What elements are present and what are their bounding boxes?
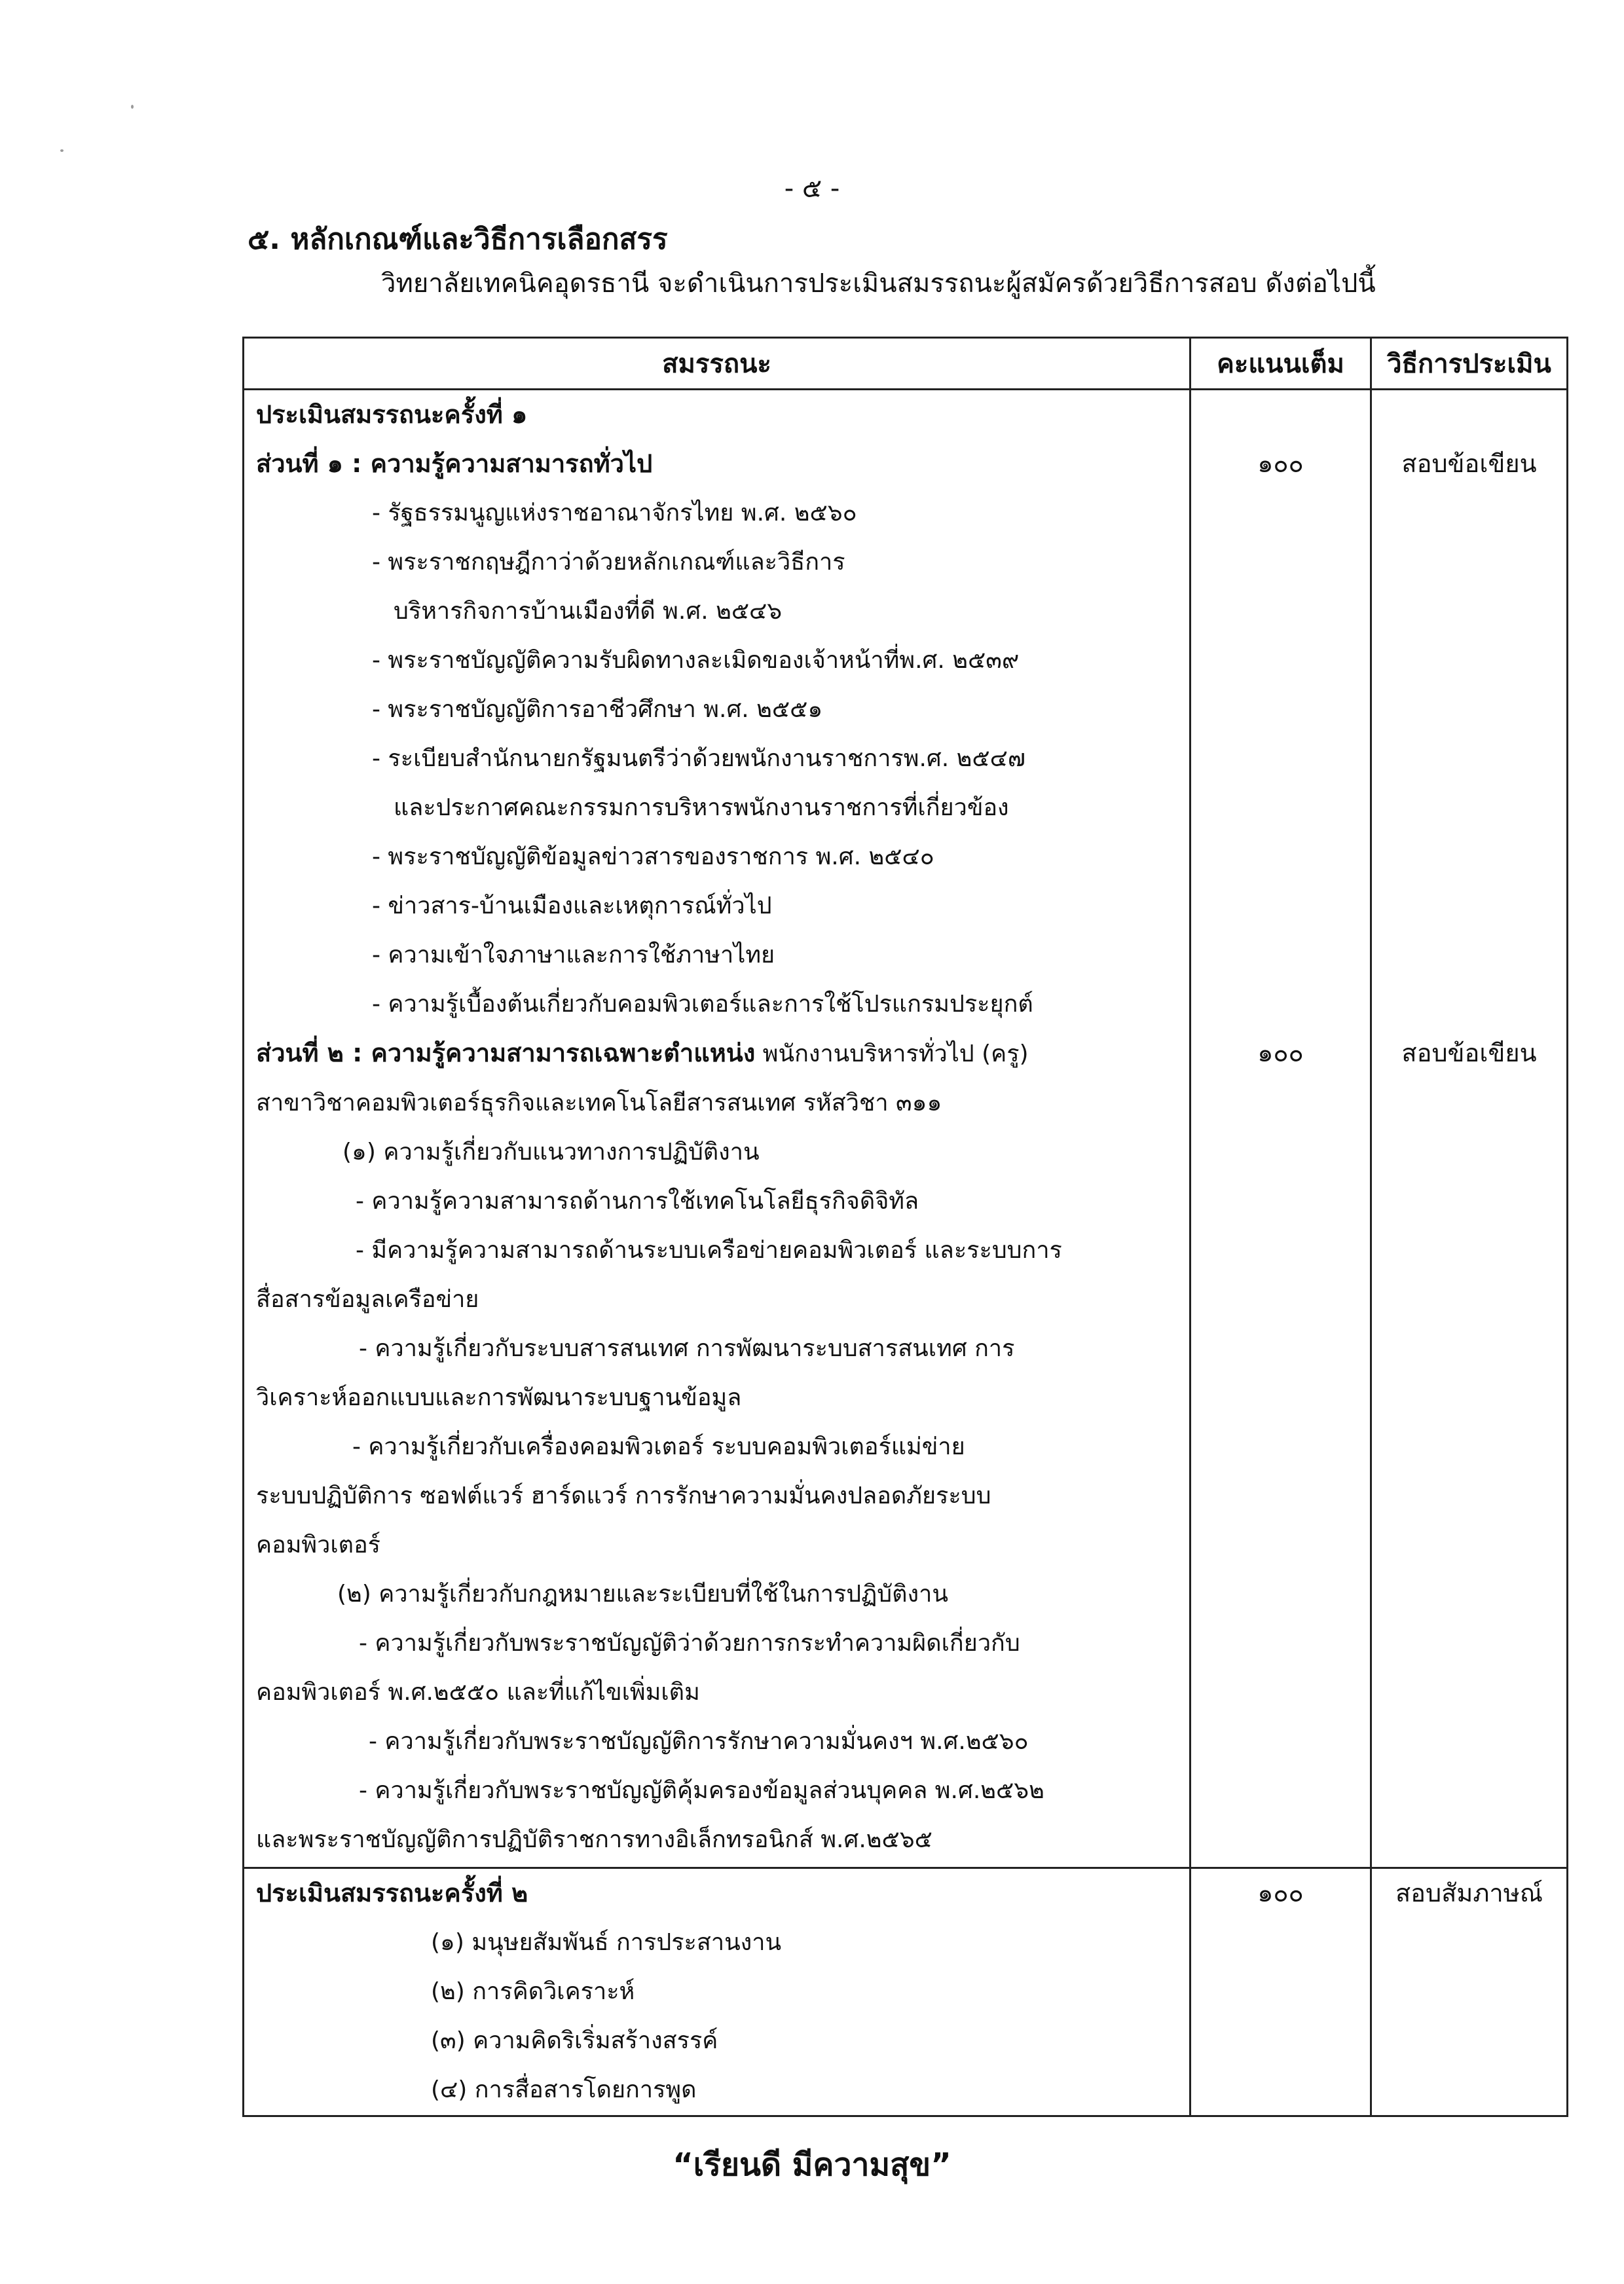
round2-competencies bbox=[244, 1868, 1190, 2116]
list-item: บริหารกิจการบ้านเมืองที่ดี พ.ศ. ๒๕๔๖ bbox=[394, 598, 783, 625]
footer-motto: “เรียนดี มีความสุข” bbox=[673, 2146, 951, 2183]
part2-title-line bbox=[244, 1029, 1189, 1078]
part1-method: สอบข้อเขียน bbox=[1401, 449, 1537, 478]
part1-title: ส่วนที่ ๑ : ความรู้ความสามารถทั่วไป bbox=[256, 449, 653, 478]
list-item-continuation: คอมพิวเตอร์ พ.ศ.๒๕๕๐ และที่แก้ไขเพิ่มเติม bbox=[256, 1679, 700, 1706]
round1-methods bbox=[1371, 390, 1568, 1868]
part2-subject: สาขาวิชาคอมพิวเตอร์ธุรกิจและเทคโนโลยีสารสนเทศ รหัสวิชา ๓๑๑ bbox=[256, 1090, 942, 1116]
round2-method: สอบสัมภาษณ์ bbox=[1395, 1879, 1543, 1907]
round1-title: ประเมินสมรรถนะครั้งที่ ๑ bbox=[256, 400, 528, 429]
section-heading: ๕. หลักเกณฑ์และวิธีการเลือกสรร bbox=[248, 223, 668, 256]
list-item: - ระเบียบสำนักนายกรัฐมนตรีว่าด้วยพนักงานราชการพ.ศ. ๒๕๔๗ bbox=[372, 745, 1025, 772]
list-item: (๑) มนุษยสัมพันธ์ การประสานงาน bbox=[431, 1929, 782, 1956]
header-method: วิธีการประเมิน bbox=[1371, 338, 1568, 390]
part2-position: พนักงานบริหารทั่วไป (ครู) bbox=[755, 1041, 1029, 1067]
table-header-row bbox=[244, 338, 1568, 390]
header-full-score: คะแนนเต็ม bbox=[1190, 338, 1371, 390]
list-item-continuation: สื่อสารข้อมูลเครือข่าย bbox=[256, 1286, 479, 1313]
list-item: - ความเข้าใจภาษาและการใช้ภาษาไทย bbox=[372, 942, 775, 968]
list-item: - พระราชบัญญัติความรับผิดทางละเมิดของเจ้าหน้าที่พ.ศ. ๒๕๓๙ bbox=[372, 647, 1020, 674]
group1-title: (๑) ความรู้เกี่ยวกับแนวทางการปฏิบัติงาน bbox=[342, 1139, 760, 1166]
page-number: - ๕ - bbox=[784, 174, 840, 204]
round2-method-cell bbox=[1371, 1868, 1568, 2116]
list-item: (๓) ความคิดริเริ่มสร้างสรรค์ bbox=[431, 2027, 718, 2054]
list-item: - ความรู้เกี่ยวกับพระราชบัญญัติคุ้มครองข้อมูลส่วนบุคคล พ.ศ.๒๕๖๒ bbox=[359, 1777, 1044, 1804]
list-item: และประกาศคณะกรรมการบริหารพนักงานราชการที่เกี่ยวข้อง bbox=[394, 794, 1009, 821]
scan-speck bbox=[60, 149, 64, 152]
list-item: - พระราชบัญญัติการอาชีวศึกษา พ.ศ. ๒๕๕๑ bbox=[372, 696, 823, 723]
scan-speck bbox=[131, 105, 134, 109]
list-item: - ความรู้ความสามารถด้านการใช้เทคโนโลยีธุรกิจดิจิทัล bbox=[356, 1188, 919, 1215]
competency-table bbox=[242, 337, 1568, 2117]
list-item: - ความรู้เกี่ยวกับระบบสารสนเทศ การพัฒนาระบบสารสนเทศ การ bbox=[359, 1335, 1015, 1362]
list-item: - พระราชบัญญัติข้อมูลข่าวสารของราชการ พ.ศ. ๒๕๔๐ bbox=[372, 843, 934, 870]
part1-score: ๑๐๐ bbox=[1257, 449, 1304, 478]
round1-competencies bbox=[244, 390, 1190, 1868]
list-item: - ความรู้เกี่ยวกับเครื่องคอมพิวเตอร์ ระบบคอมพิวเตอร์แม่ข่าย bbox=[352, 1433, 965, 1460]
group2-title: (๒) ความรู้เกี่ยวกับกฎหมายและระเบียบที่ใช้ในการปฏิบัติงาน bbox=[337, 1581, 948, 1608]
list-item: (๔) การสื่อสารโดยการพูด bbox=[431, 2076, 697, 2103]
round2-title: ประเมินสมรรถนะครั้งที่ ๒ bbox=[256, 1879, 528, 1907]
table-row-round2 bbox=[244, 1868, 1568, 2116]
list-item-continuation: ระบบปฏิบัติการ ซอฟต์แวร์ ฮาร์ดแวร์ การรักษาความมั่นคงปลอดภัยระบบ bbox=[256, 1483, 991, 1509]
list-item: - ความรู้เกี่ยวกับพระราชบัญญัติว่าด้วยการกระทำความผิดเกี่ยวกับ bbox=[359, 1630, 1020, 1657]
round2-score-cell bbox=[1190, 1868, 1371, 2116]
part2-method: สอบข้อเขียน bbox=[1401, 1039, 1537, 1067]
list-item: - ความรู้เบื้องต้นเกี่ยวกับคอมพิวเตอร์และการใช้โปรแกรมประยุกต์ bbox=[372, 991, 1033, 1018]
round1-scores bbox=[1190, 390, 1371, 1868]
header-competency: สมรรถนะ bbox=[244, 338, 1190, 390]
part2-title: ส่วนที่ ๒ : ความรู้ความสามารถเฉพาะตำแหน่ง bbox=[256, 1039, 756, 1067]
round2-score: ๑๐๐ bbox=[1257, 1879, 1304, 1907]
list-item-continuation: คอมพิวเตอร์ bbox=[256, 1532, 381, 1558]
list-item: (๒) การคิดวิเคราะห์ bbox=[431, 1978, 635, 2005]
list-item-continuation: วิเคราะห์ออกแบบและการพัฒนาระบบฐานข้อมูล bbox=[256, 1384, 742, 1411]
list-item: - รัฐธรรมนูญแห่งราชอาณาจักรไทย พ.ศ. ๒๕๖๐ bbox=[372, 500, 857, 526]
part2-score: ๑๐๐ bbox=[1257, 1039, 1304, 1067]
intro-paragraph: วิทยาลัยเทคนิคอุดรธานี จะดำเนินการประเมินสมรรถนะผู้สมัครด้วยวิธีการสอบ ดังต่อไปนี้ bbox=[381, 268, 1376, 299]
list-item: - ความรู้เกี่ยวกับพระราชบัญญัติการรักษาความมั่นคงฯ พ.ศ.๒๕๖๐ bbox=[369, 1728, 1029, 1755]
table-row-round1 bbox=[244, 390, 1568, 1868]
list-item-continuation: และพระราชบัญญัติการปฏิบัติราชการทางอิเล็กทรอนิกส์ พ.ศ.๒๕๖๕ bbox=[256, 1826, 932, 1853]
list-item: - พระราชกฤษฎีกาว่าด้วยหลักเกณฑ์และวิธีการ bbox=[372, 549, 845, 576]
list-item: - ข่าวสาร-บ้านเมืองและเหตุการณ์ทั่วไป bbox=[372, 893, 772, 919]
list-item: - มีความรู้ความสามารถด้านระบบเครือข่ายคอมพิวเตอร์ และระบบการ bbox=[356, 1237, 1062, 1264]
